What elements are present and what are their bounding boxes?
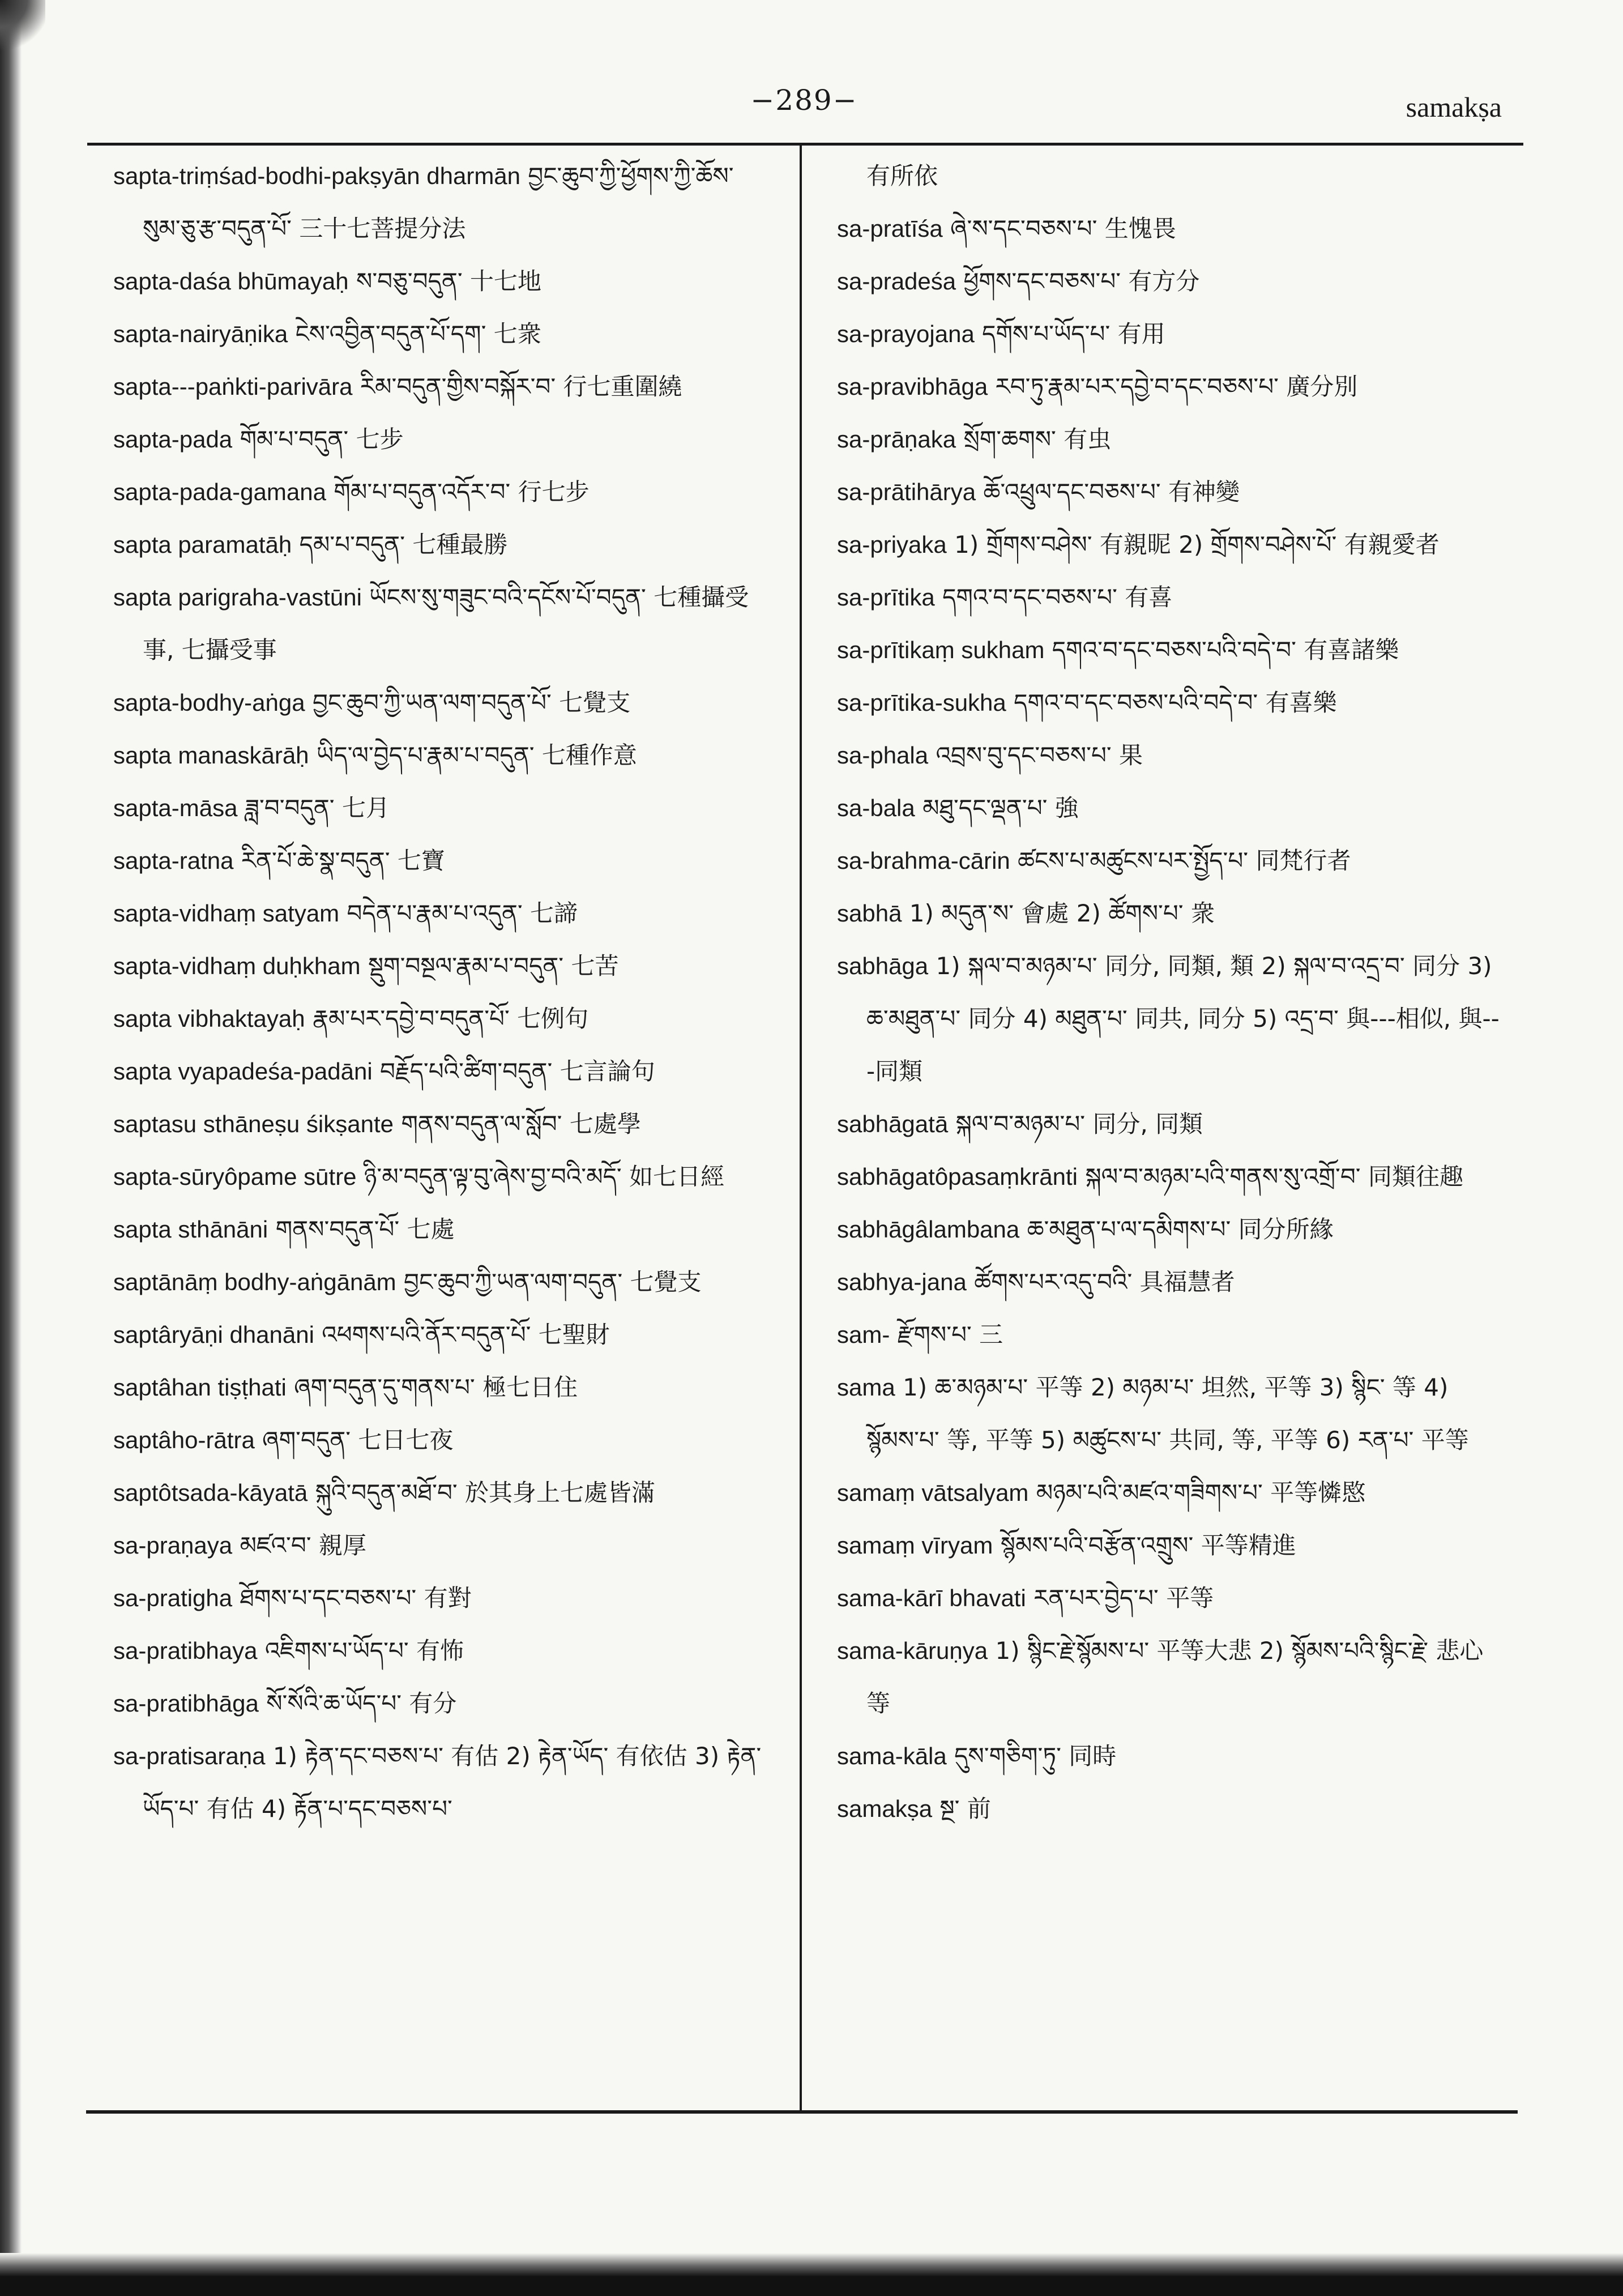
entry-headword: sapta-sūryôpame sūtre xyxy=(113,1163,357,1190)
entry-gloss: 1) སྙིང་རྗེ་སྙོམས་པ་ 平等大悲 2) སྙོམས་པའི་སྙིང་རྗེ་ 悲心等 xyxy=(866,1637,1484,1717)
dictionary-entry xyxy=(837,1203,1500,1256)
header-rule xyxy=(87,143,1523,146)
dictionary-entry xyxy=(113,940,770,992)
entry-headword: sa-prītika xyxy=(837,584,935,611)
dictionary-entry xyxy=(113,413,770,466)
dictionary-entry xyxy=(113,1098,770,1150)
entry-headword: saptānāṃ bodhy-aṅgānām xyxy=(113,1269,396,1295)
entry-headword: sabhā xyxy=(837,900,902,927)
left-column xyxy=(113,150,770,1835)
entry-gloss: དགའ་བ་དང་བཅས་པའི་བདེ་བ་ 有喜樂 xyxy=(1014,689,1337,716)
entry-gloss: འཇིགས་པ་ཡོད་པ་ 有怖 xyxy=(264,1637,464,1665)
dictionary-entry xyxy=(113,150,770,255)
entry-gloss: སྔ་ 前 xyxy=(939,1795,991,1823)
dictionary-entry xyxy=(837,940,1500,1098)
dictionary-entry-continuation xyxy=(837,150,1500,202)
entry-gloss: ཆ་མཐུན་པ་ལ་དམིགས་པ་ 同分所緣 xyxy=(1027,1215,1334,1243)
dictionary-entry xyxy=(113,466,770,518)
entry-headword: sapta-daśa bhūmayaḥ xyxy=(113,268,349,295)
entry-gloss: རིན་པོ་ཆེ་སྣ་བདུན་ 七寶 xyxy=(241,847,445,874)
entry-gloss: 1) རྟེན་དང་བཅས་པ་ 有估 2) རྟེན་ཡོད་ 有依估 3) རྟེན་ཡོད་པ་ 有估 4) རྟོན་པ་དང་བཅས་པ་ xyxy=(143,1742,762,1823)
entry-gloss: གནས་བདུན་ལ་སློབ་ 七處學 xyxy=(401,1110,641,1138)
entry-headword: sa-pratīśa xyxy=(837,215,943,242)
dictionary-entry xyxy=(837,887,1500,940)
entry-headword: sama-kāla xyxy=(837,1743,947,1769)
dictionary-entry xyxy=(113,1045,770,1098)
entry-gloss: ཚོགས་པར་འདུ་བའི་ 具福慧者 xyxy=(974,1268,1235,1296)
entry-headword: samaṃ vīryam xyxy=(837,1532,993,1559)
entry-gloss: རབ་ཏུ་རྣམ་པར་དབྱེ་བ་དང་བཅས་པ་ 廣分別 xyxy=(995,373,1358,400)
dictionary-entry xyxy=(837,1730,1500,1782)
dictionary-entry xyxy=(837,202,1500,255)
dictionary-entry xyxy=(113,676,770,729)
entry-gloss: ཆོ་འཕྲུལ་དང་བཅས་པ་ 有神變 xyxy=(983,478,1240,506)
entry-headword: sama-kāruṇya xyxy=(837,1637,988,1664)
entry-headword: sapta paramatāḥ xyxy=(113,531,292,558)
dictionary-entry xyxy=(837,1466,1500,1519)
dictionary-entry xyxy=(837,1150,1500,1203)
entry-headword: sabhāga xyxy=(837,953,929,979)
entry-gloss: སྙོམས་པའི་བརྩོན་འགྲུས་ 平等精進 xyxy=(1000,1531,1296,1559)
entry-headword: saptâryāṇi dhanāni xyxy=(113,1321,314,1348)
entry-gloss: མཛའ་བ་ 親厚 xyxy=(240,1531,366,1559)
entry-headword: sa-pravibhāga xyxy=(837,373,988,400)
running-head: samakṣa xyxy=(1406,91,1502,123)
dictionary-entry xyxy=(113,887,770,940)
entry-gloss: ཚངས་པ་མཚུངས་པར་སྤྱོད་པ་ 同梵行者 xyxy=(1018,847,1351,874)
entry-headword: sapta-pada-gamana xyxy=(113,479,326,505)
entry-gloss: མཐུ་དང་ལྡན་པ་ 強 xyxy=(922,794,1079,822)
entry-gloss: རྫོགས་པ་ 三 xyxy=(897,1321,1003,1348)
dictionary-entry xyxy=(113,1256,770,1308)
entry-headword: sa-brahma-cārin xyxy=(837,847,1010,874)
entry-gloss: གོམ་པ་བདུན་ 七步 xyxy=(240,425,404,453)
entry-gloss: ཉི་མ་བདུན་ལྟ་བུ་ཞེས་བྱ་བའི་མདོ་ 如七日經 xyxy=(364,1163,725,1190)
dictionary-entry xyxy=(113,1572,770,1624)
dictionary-entry xyxy=(113,1624,770,1677)
entry-gloss: འབྲས་བུ་དང་བཅས་པ་ 果 xyxy=(936,741,1143,769)
entry-headword: sapta-nairyāṇika xyxy=(113,321,288,347)
dictionary-entry xyxy=(113,992,770,1045)
entry-headword: sa-prātihārya xyxy=(837,479,976,505)
dictionary-entry xyxy=(837,1572,1500,1624)
dictionary-entry xyxy=(837,1782,1500,1835)
dictionary-entry xyxy=(837,571,1500,624)
entry-gloss: ཕྱོགས་དང་བཅས་པ་ 有方分 xyxy=(963,267,1200,295)
entry-headword: sam- xyxy=(837,1321,890,1348)
dictionary-entry xyxy=(837,1519,1500,1572)
entry-gloss: དགའ་བ་དང་བཅས་པའི་བདེ་བ་ 有喜諸樂 xyxy=(1052,636,1399,664)
dictionary-entry xyxy=(837,255,1500,308)
entry-gloss: ཟླ་བ་བདུན་ 七月 xyxy=(245,794,390,822)
dictionary-entry xyxy=(113,1150,770,1203)
entry-gloss: ཞག་བདུན་དུ་གནས་པ་ 極七日住 xyxy=(294,1373,578,1401)
entry-gloss: ས་བཅུ་བདུན་ 十七地 xyxy=(356,267,542,295)
entry-headword: sa-prayojana xyxy=(837,321,975,347)
dictionary-entry xyxy=(113,1414,770,1466)
footer-rule xyxy=(86,2110,1518,2114)
entry-headword: samaṃ vātsalyam xyxy=(837,1479,1029,1506)
entry-headword: sabhāgatā xyxy=(837,1111,949,1137)
dictionary-entry xyxy=(113,1466,770,1519)
entry-headword: sapta---paṅkti-parivāra xyxy=(113,373,353,400)
entry-headword: sapta manaskārāḥ xyxy=(113,742,309,769)
entry-headword: sapta-triṃśad-bodhi-pakṣyān dharmān xyxy=(113,163,521,189)
entry-gloss: མཉམ་པའི་མཛའ་གཟིགས་པ་ 平等憐愍 xyxy=(1036,1479,1366,1507)
dictionary-entry xyxy=(113,1519,770,1572)
entry-gloss: སྐལ་བ་མཉམ་པ་ 同分, 同類 xyxy=(955,1110,1203,1138)
dictionary-entry xyxy=(113,255,770,308)
entry-gloss: 1) གྲོགས་བཤེས་ 有親昵 2) གྲོགས་བཤེས་པོ་ 有親愛者 xyxy=(954,531,1440,558)
entry-gloss: ཞག་བདུན་ 七日七夜 xyxy=(262,1426,454,1454)
entry-gloss: 1) མདུན་ས་ 會處 2) ཚོགས་པ་ 衆 xyxy=(909,899,1215,927)
entry-gloss: རིམ་བདུན་གྱིས་བསྐོར་བ་ 行七重圍繞 xyxy=(360,373,682,400)
entry-gloss: ཐོགས་པ་དང་བཅས་པ་ 有對 xyxy=(240,1584,472,1612)
dictionary-entry xyxy=(837,782,1500,834)
entry-headword: sapta-vidhaṃ satyam xyxy=(113,900,340,927)
dictionary-entry xyxy=(113,308,770,360)
dictionary-entry xyxy=(113,834,770,887)
entry-gloss: ངེས་འབྱིན་བདུན་པོ་དག་ 七衆 xyxy=(295,320,541,348)
dictionary-entry xyxy=(837,834,1500,887)
entry-gloss: སྐུའི་བདུན་མཐོ་བ་ 於其身上七處皆滿 xyxy=(315,1479,656,1507)
entry-gloss: རན་པར་བྱེད་པ་ 平等 xyxy=(1033,1584,1214,1612)
entry-headword: sa-prītika-sukha xyxy=(837,689,1006,716)
entry-gloss: བྱང་ཆུབ་ཀྱི་ཕྱོགས་ཀྱི་ཆོས་སུམ་ཅུ་རྩ་བདུན་པོ་ 三十七菩提分法 xyxy=(143,162,734,242)
dictionary-entry xyxy=(113,360,770,413)
entry-gloss: རྣམ་པར་དབྱེ་བ་བདུན་པོ་ 七例句 xyxy=(312,1005,589,1032)
dictionary-entry xyxy=(837,624,1500,676)
column-divider xyxy=(800,143,802,2113)
scan-edge-shadow xyxy=(0,0,22,2296)
entry-headword: sapta-vidhaṃ duḥkham xyxy=(113,953,361,979)
entry-gloss: སོ་སོའི་ཆ་ཡོད་པ་ 有分 xyxy=(266,1689,457,1717)
entry-gloss: བྱང་ཆུབ་ཀྱི་ཡན་ལག་བདུན་ 七覺支 xyxy=(404,1268,702,1296)
entry-headword: sapta vyapadeśa-padāni xyxy=(113,1058,373,1085)
entry-headword: sabhāgâlambana xyxy=(837,1216,1020,1243)
entry-headword: sa-prītikaṃ sukham xyxy=(837,637,1045,663)
entry-gloss: བརྗོད་པའི་ཚིག་བདུན་ 七言論句 xyxy=(380,1057,655,1085)
entry-headword: saptâho-rātra xyxy=(113,1427,255,1453)
entry-gloss: འཕགས་པའི་ནོར་བདུན་པོ་ 七聖財 xyxy=(322,1321,610,1348)
dictionary-entry xyxy=(113,1677,770,1730)
entry-headword: sama xyxy=(837,1374,895,1401)
entry-headword: sa-priyaka xyxy=(837,531,947,558)
entry-headword: sa-pratibhaya xyxy=(113,1637,258,1664)
dictionary-entry xyxy=(837,729,1500,782)
entry-headword: sa-pradeśa xyxy=(837,268,956,295)
dictionary-entry xyxy=(837,308,1500,360)
entry-gloss: གནས་བདུན་པོ་ 七處 xyxy=(275,1215,455,1243)
dictionary-entry xyxy=(837,1308,1500,1361)
dictionary-entry xyxy=(113,1730,770,1835)
dictionary-entry xyxy=(837,1256,1500,1308)
entry-gloss: སྡུག་བསྔལ་རྣམ་པ་བདུན་ 七苦 xyxy=(368,952,619,980)
dictionary-entry xyxy=(837,1361,1500,1466)
entry-headword: sabhāgatôpasaṃkrānti xyxy=(837,1163,1078,1190)
entry-headword: sa-pratisaraṇa xyxy=(113,1743,266,1769)
dictionary-entry xyxy=(837,1098,1500,1150)
entry-gloss: སྲོག་ཆགས་ 有虫 xyxy=(963,425,1112,453)
entry-headword: sa-prāṇaka xyxy=(837,426,956,453)
entry-gloss: དགོས་པ་ཡོད་པ་ 有用 xyxy=(982,320,1165,348)
entry-gloss: དུས་གཅིག་ཏུ་ 同時 xyxy=(954,1742,1117,1770)
dictionary-entry xyxy=(113,1308,770,1361)
entry-headword: sa-pratibhāga xyxy=(113,1690,259,1717)
entry-headword: sa-bala xyxy=(837,795,915,821)
entry-gloss: དགའ་བ་དང་བཅས་པ་ 有喜 xyxy=(942,583,1173,611)
entry-headword: saptasu sthāneṣu śikṣante xyxy=(113,1111,394,1137)
scan-bottom-edge xyxy=(0,2253,1623,2296)
entry-gloss: བདེན་པ་རྣམ་པ་འདུན་ 七諦 xyxy=(347,899,578,927)
entry-headword: sapta parigraha-vastūni xyxy=(113,584,362,611)
entry-headword: sa-praṇaya xyxy=(113,1532,233,1559)
entry-headword: sabhya-jana xyxy=(837,1269,967,1295)
entry-headword: sa-phala xyxy=(837,742,929,769)
dictionary-entry xyxy=(113,571,770,676)
page-number: −289− xyxy=(750,84,858,117)
scan-corner-mark xyxy=(0,0,45,51)
entry-headword: sapta-bodhy-aṅga xyxy=(113,689,305,716)
entry-headword: samakṣa xyxy=(837,1795,933,1822)
entry-headword: sapta-māsa xyxy=(113,795,238,821)
entry-headword: sapta vibhaktayaḥ xyxy=(113,1005,305,1032)
dictionary-entry xyxy=(837,518,1500,571)
entry-headword: sapta-ratna xyxy=(113,847,234,874)
entry-gloss: 有所依 xyxy=(866,162,938,190)
dictionary-entry xyxy=(837,1624,1500,1730)
dictionary-entry xyxy=(837,676,1500,729)
entry-gloss: བྱང་ཆུབ་ཀྱི་ཡན་ལག་བདུན་པོ་ 七覺支 xyxy=(312,689,631,716)
dictionary-entry xyxy=(837,360,1500,413)
entry-gloss: ཡོངས་སུ་གཟུང་བའི་དངོས་པོ་བདུན་ 七種攝受事, 七攝受事 xyxy=(143,583,749,664)
right-column xyxy=(837,150,1500,1835)
entry-headword: saptâhan tiṣṭhati xyxy=(113,1374,287,1401)
entry-gloss: དམ་པ་བདུན་ 七種最勝 xyxy=(299,531,508,558)
entry-headword: sapta-pada xyxy=(113,426,233,453)
dictionary-entry xyxy=(113,518,770,571)
entry-gloss: ཞེ་ས་དང་བཅས་པ་ 生愧畏 xyxy=(950,215,1176,242)
dictionary-entry xyxy=(837,466,1500,518)
dictionary-entry xyxy=(113,729,770,782)
dictionary-entry xyxy=(113,782,770,834)
dictionary-entry xyxy=(837,413,1500,466)
entry-gloss: སྐལ་བ་མཉམ་པའི་གནས་སུ་འགྲོ་བ་ 同類往趣 xyxy=(1085,1163,1463,1190)
entry-headword: saptôtsada-kāyatā xyxy=(113,1479,308,1506)
entry-headword: sa-pratigha xyxy=(113,1585,233,1611)
entry-headword: sapta sthānāni xyxy=(113,1216,268,1243)
entry-gloss: 1) སྐལ་བ་མཉམ་པ་ 同分, 同類, 類 2) སྐལ་བ་འདྲ་བ་ 同分 3) ཆ་མཐུན་པ་ 同分 4) མཐུན་པ་ 同共, 同分 5) འདྲ་བ་ 與---相似, 與---同類 xyxy=(866,952,1500,1085)
entry-gloss: གོམ་པ་བདུན་འདོར་བ་ 行七步 xyxy=(334,478,590,506)
dictionary-entry xyxy=(113,1203,770,1256)
dictionary-entry xyxy=(113,1361,770,1414)
entry-gloss: 1) ཆ་མཉམ་པ་ 平等 2) མཉམ་པ་ 坦然, 平等 3) སྙིང་ 等 4) སྙོམས་པ་ 等, 平等 5) མཚུངས་པ་ 共同, 等, 平等 6) རན་པ་ 平等 xyxy=(866,1373,1469,1454)
entry-headword: sama-kārī bhavati xyxy=(837,1585,1026,1611)
entry-gloss: ཡིད་ལ་བྱེད་པ་རྣམ་པ་བདུན་ 七種作意 xyxy=(316,741,637,769)
